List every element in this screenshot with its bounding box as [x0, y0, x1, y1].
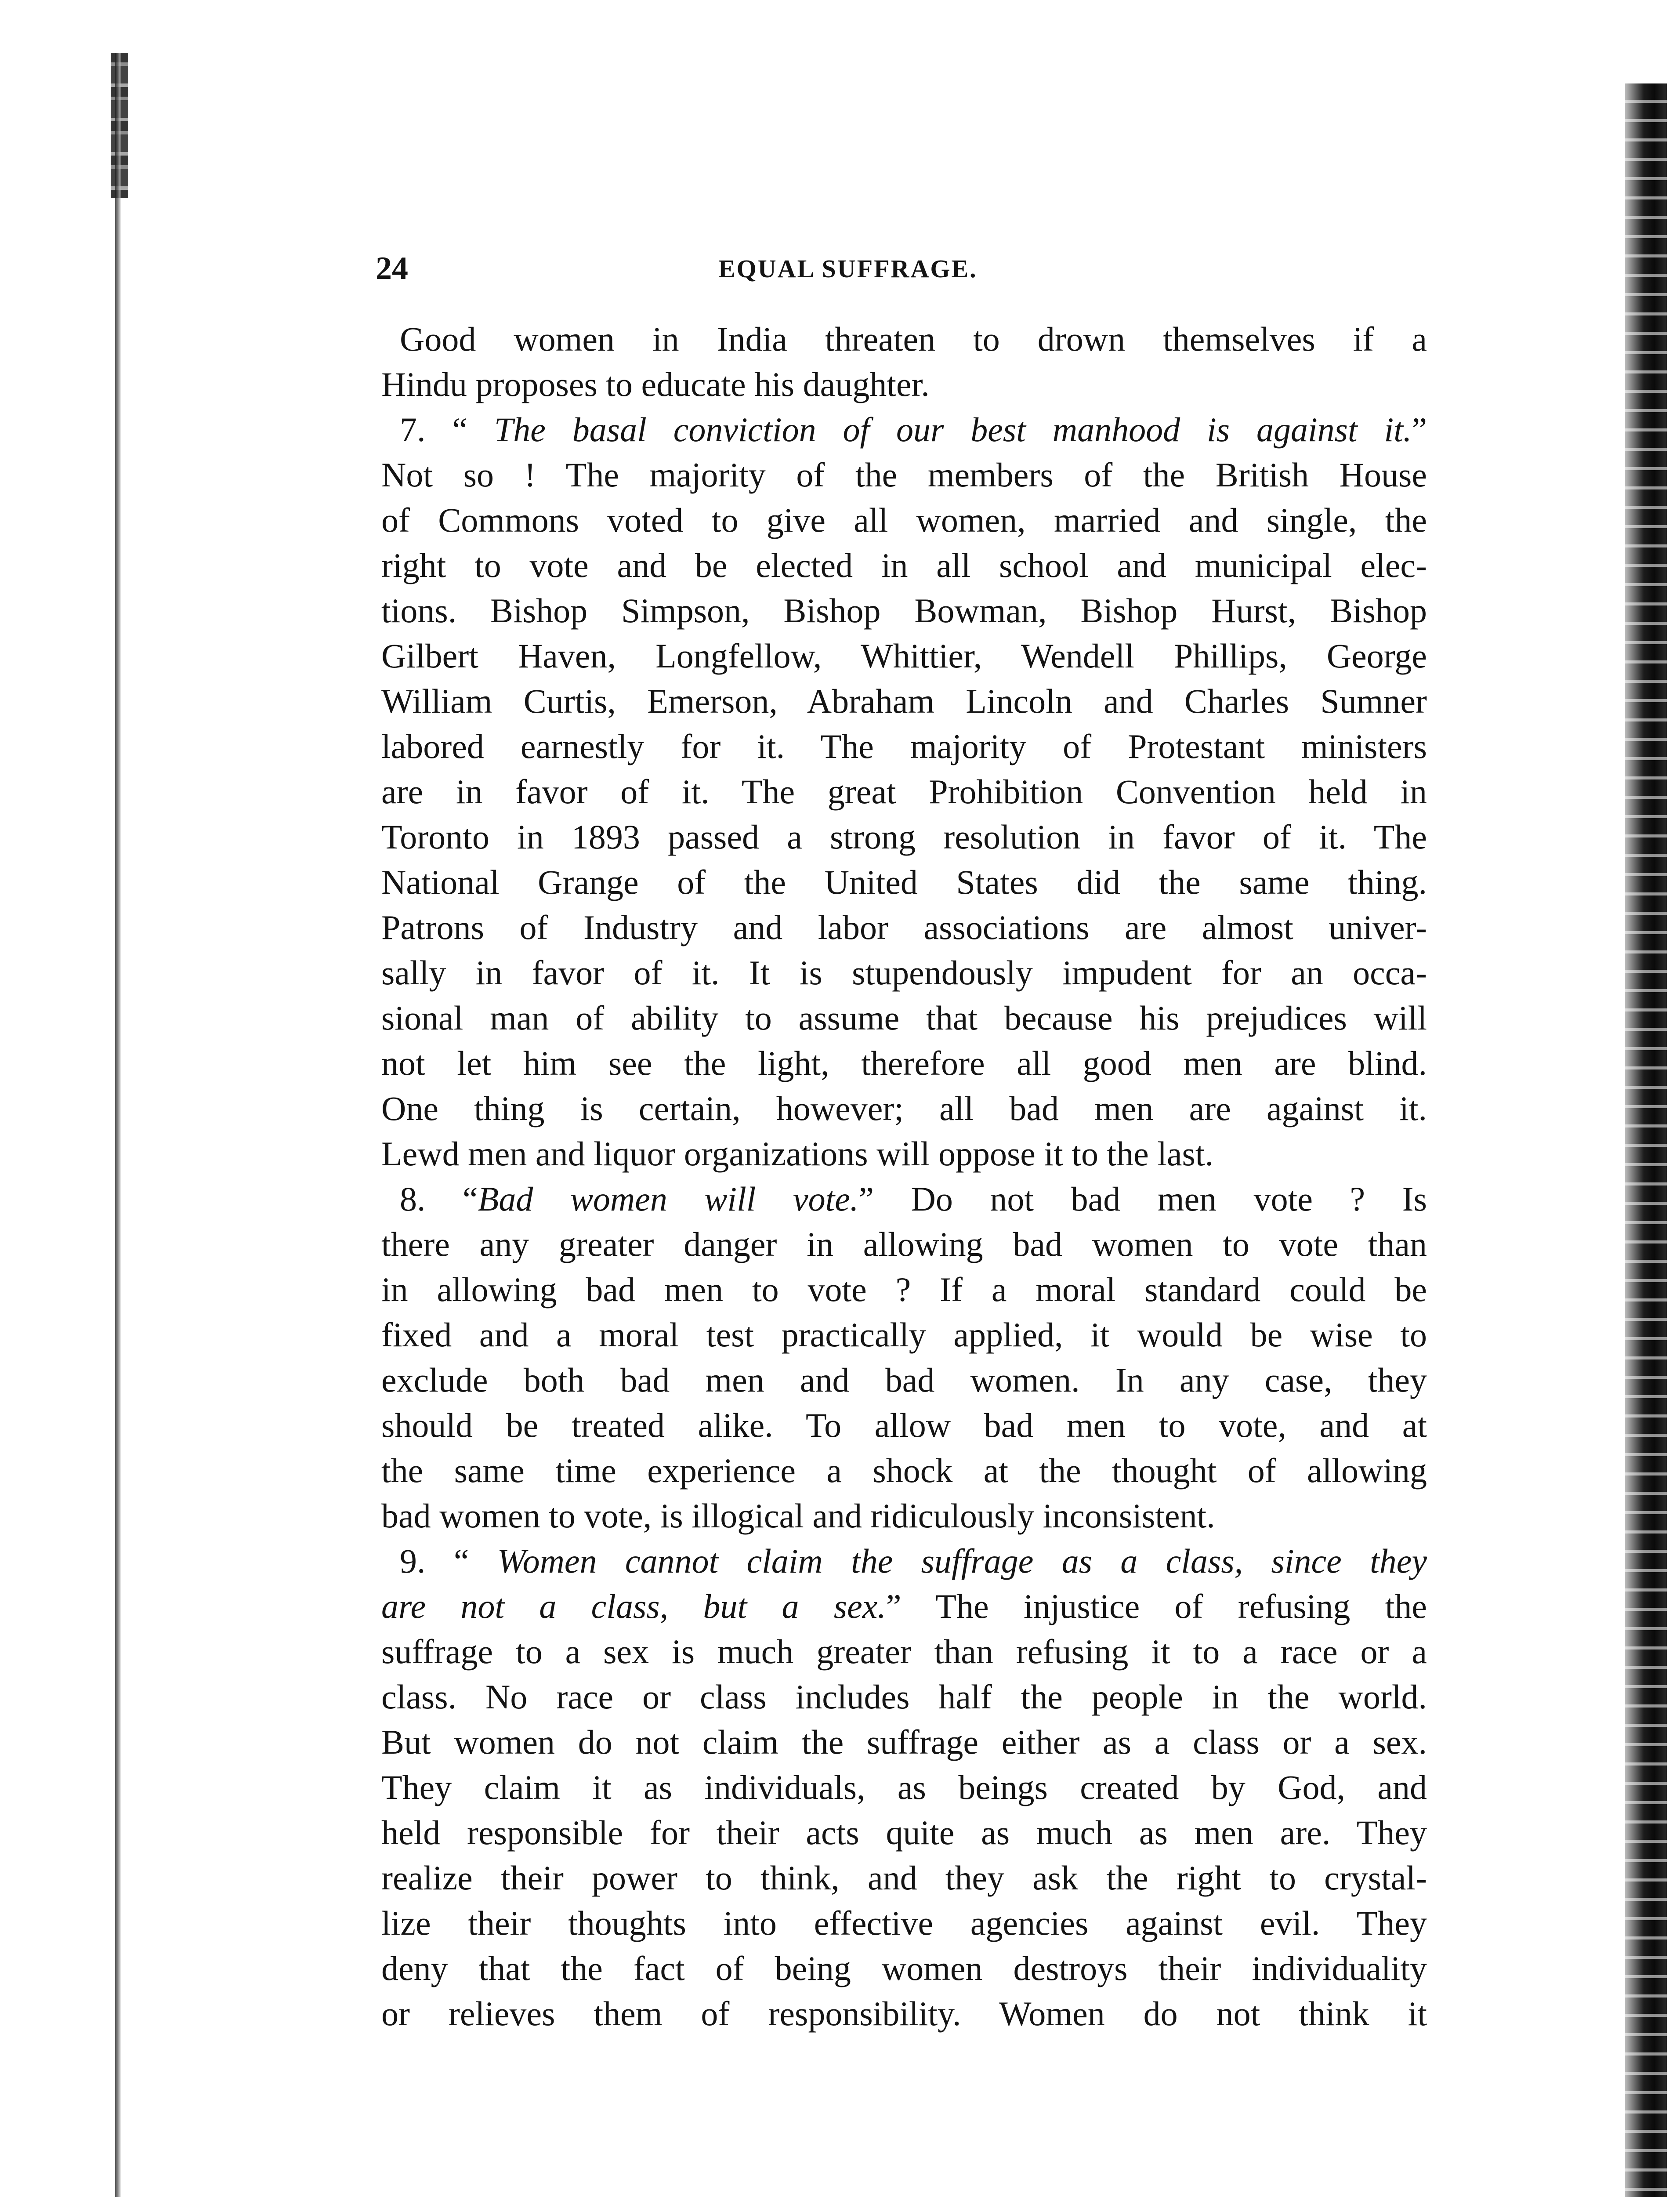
objection-quote: are not a class, but a sex.: [381, 1587, 886, 1625]
text-line: should be treated alike. To allow bad men to vote, and at: [381, 1406, 1427, 1444]
text-line: bad women to vote, is illogical and ridiculously inconsistent.: [381, 1497, 1215, 1535]
objection-reply: ” The injustice of refusing the: [886, 1587, 1427, 1625]
text-line: in allowing bad men to vote ? If a moral standard could be: [381, 1270, 1427, 1309]
text-line: there any greater danger in allowing bad women to vote than: [381, 1225, 1427, 1263]
objection-number: 8. “: [400, 1180, 478, 1218]
text-line: of Commons voted to give all women, married and single, the: [381, 501, 1427, 539]
text-line: fixed and a moral test practically applied, it would be wise to: [381, 1316, 1427, 1354]
text-line: Gilbert Haven, Longfellow, Whittier, Wendell Phillips, George: [381, 637, 1427, 675]
page-number: 24: [376, 250, 408, 286]
scan-left-margin-shadow: [115, 53, 121, 2197]
text-line: deny that the fact of being women destroys their individuality: [381, 1949, 1427, 1987]
text-line: class. No race or class includes half the people in the world.: [381, 1678, 1427, 1716]
text-line: realize their power to think, and they ask the right to crystal-: [381, 1859, 1427, 1897]
scan-right-page-edge: [1625, 83, 1667, 2197]
text-line: Not so ! The majority of the members of the British House: [381, 456, 1427, 494]
text-line: held responsible for their acts quite as much as men are. They: [381, 1813, 1427, 1852]
text-line-objection-9: [381, 1538, 1427, 1584]
text-line: sional man of ability to assume that because his prejudices will: [381, 999, 1427, 1037]
text-line: right to vote and be elected in all school and municipal elec-: [381, 546, 1427, 584]
text-line: National Grange of the United States did the same thing.: [381, 863, 1427, 901]
text-line: Patrons of Industry and labor associations are almost univer-: [381, 908, 1427, 946]
text-line: They claim it as individuals, as beings created by God, and: [381, 1768, 1427, 1806]
objection-reply: ” Do not bad men vote ? Is: [858, 1180, 1427, 1218]
page-header: [376, 249, 1430, 288]
text-line-objection-8: [381, 1176, 1427, 1222]
text-line: Lewd men and liquor organizations will oppose it to the last.: [381, 1135, 1214, 1173]
text-line: One thing is certain, however; all bad men are against it.: [381, 1089, 1427, 1128]
text-line: sally in favor of it. It is stupendously impudent for an occa-: [381, 953, 1427, 992]
objection-number: 7. “: [400, 410, 494, 449]
text-line: But women do not claim the suffrage either as a class or a sex.: [381, 1723, 1427, 1761]
text-line: the same time experience a shock at the thought of allowing: [381, 1451, 1427, 1490]
text-line-objection-7: [381, 407, 1427, 452]
text-line: not let him see the light, therefore all good men are blind.: [381, 1044, 1427, 1082]
text-line: exclude both bad men and bad women. In any case, they: [381, 1361, 1427, 1399]
text-line: are in favor of it. The great Prohibition Convention held in: [381, 772, 1427, 811]
objection-quote: Bad women will vote.: [478, 1180, 859, 1218]
text-line: or relieves them of responsibility. Women do not think it: [381, 1994, 1427, 2033]
text-line: tions. Bishop Simpson, Bishop Bowman, Bishop Hurst, Bishop: [381, 591, 1427, 630]
text-line: Good women in India threaten to drown themselves if a: [400, 320, 1427, 358]
text-line-objection-9-cont: [381, 1584, 1427, 1629]
objection-quote: Women cannot claim the suffrage as a class, since they: [497, 1542, 1427, 1580]
text-line: William Curtis, Emerson, Abraham Lincoln and Charles Sumner: [381, 682, 1427, 720]
objection-number: 9. “: [400, 1542, 497, 1580]
quote-close: ”: [1412, 410, 1427, 449]
body-text: [381, 316, 1427, 2036]
objection-quote: The basal conviction of our best manhood is against it.: [494, 410, 1412, 449]
text-line: lize their thoughts into effective agencies against evil. They: [381, 1904, 1427, 1942]
text-line: labored earnestly for it. The majority of Protestant ministers: [381, 727, 1427, 765]
running-title: EQUAL SUFFRAGE.: [718, 254, 978, 283]
text-line: Hindu proposes to educate his daughter.: [381, 365, 930, 403]
text-line: suffrage to a sex is much greater than refusing it to a race or a: [381, 1632, 1427, 1671]
text-line: Toronto in 1893 passed a strong resolution in favor of it. The: [381, 818, 1427, 856]
